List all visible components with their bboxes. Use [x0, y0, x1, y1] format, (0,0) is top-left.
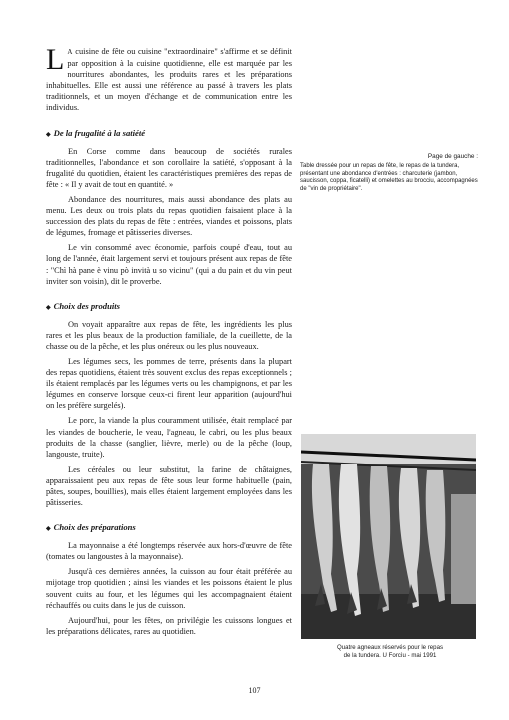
section-heading-frugalite: ◆ De la frugalité à la satiété	[46, 127, 146, 138]
lambs-photo	[301, 434, 476, 639]
intro-small-cap: A	[67, 48, 73, 56]
page-number: 107	[248, 686, 261, 695]
sidebar-caption: Table dressée pour un repas de fête, le repas de la tundera, présentant une abondance d'entrées : charcuterie (jambon, saucisson, coppa, ficatelli) et omelettes au brocciu, accompagnées de "vin de propriétaire".	[300, 163, 478, 192]
drop-cap: L	[46, 43, 65, 76]
paragraph: Jusqu'à ces dernières années, la cuisson au four était préférée au mijotage trop quotidien ; ainsi les viandes et les poissons étaient le plus souvent cuits au four, et les légumes qui les accompagnaient étaient réchauffés ou cuits dans le jus de cuisson.	[46, 567, 292, 610]
paragraph: Les céréales ou leur substitut, la farine de châtaignes, apparaissaient peu aux repas de fête sous leur forme habituelle (pain, pâtes, soupes, bouillies), mais elles étaient largement employées dans les pâtisseries.	[46, 464, 292, 508]
intro-text: cuisine de fête ou cuisine "extraordinaire" s'affirme et se définit par opposition à la cuisine quotidienne, elle est marquée par les nourritures abondantes, les produits rares et les préparations inhabituelles. Elle est aussi une référence au passé à travers les plats traditionnels, et un moyen d'échange et de communication entre les individus.	[46, 47, 292, 113]
paragraph: Abondance des nourritures, mais aussi abondance des plats au menu. Les deux ou trois plats du repas quotidien faisaient place à la succession des plats du repas de fête : entrées, viandes et poissons, plats de légumes, fromage et pâtisseries diverses.	[46, 194, 292, 238]
paragraph: Le vin consommé avec économie, parfois coupé d'eau, tout au long de l'année, était largement servi et toujours présent aux repas de fête : "Chì hà pane è vinu pò invità u so vicinu" (qui a du pain et du vin peut inviter son voisin), dit le proverbe.	[46, 243, 292, 286]
photo-caption-line-2: de la tundera. U Forcìu - mai 1991	[343, 651, 437, 659]
photo-caption	[300, 644, 480, 659]
paragraph: La mayonnaise a été longtemps réservée aux hors-d'œuvre de fête (tomates ou langoustes à la mayonnaise).	[46, 541, 292, 562]
intro-paragraph	[46, 43, 292, 114]
section-heading-preparations: ◆ Choix des préparations	[46, 522, 136, 533]
bullet-icon: ◆	[46, 304, 51, 311]
bullet-icon: ◆	[46, 526, 51, 533]
paragraph: On voyait apparaître aux repas de fête, les ingrédients les plus rares et les plus beaux de la production familiale, de la cueillette, de la chasse ou de la pêche, et les plus onéreux ou les plus nouveaux.	[46, 319, 292, 351]
paragraph: Le porc, la viande la plus couramment utilisée, était remplacé par les viandes de boucherie, le veau, l'agneau, le cabri, ou les plus beaux produits de la chasse (sanglier, lièvre, merle) ou de la pêche (loup, langouste, truite).	[46, 416, 292, 459]
bullet-icon: ◆	[46, 131, 51, 138]
main-column	[46, 43, 292, 641]
lambs-photo-illustration	[301, 434, 476, 639]
paragraph: En Corse comme dans beaucoup de sociétés rurales traditionnelles, l'abondance et son corollaire la satiété, s'opposant à la frugalité du quotidien, étaient les caractéristiques premières des repas de fête : « Il y avait de tout en quantité. »	[46, 146, 292, 189]
paragraph: Les légumes secs, les pommes de terre, présents dans la plupart des repas quotidiens, étaient très souvent exclus des repas exceptionnels ; ils étaient remplacés par les légumes verts ou les champignons, et par les légumes en conserve lorsque ceux-ci firent leur apparition (aujourd'hui on les préfère surgelés).	[46, 356, 292, 411]
photo-caption-line-1: Quatre agneaux réservés pour le repas	[336, 644, 444, 651]
section-heading-produits: ◆ Choix des produits	[46, 300, 121, 311]
sidebar-heading: Page de gauche :	[427, 153, 478, 160]
paragraph: Aujourd'hui, pour les fêtes, on privilégie les cuissons longues et les préparations délicates, rares au quotidien.	[46, 615, 292, 636]
